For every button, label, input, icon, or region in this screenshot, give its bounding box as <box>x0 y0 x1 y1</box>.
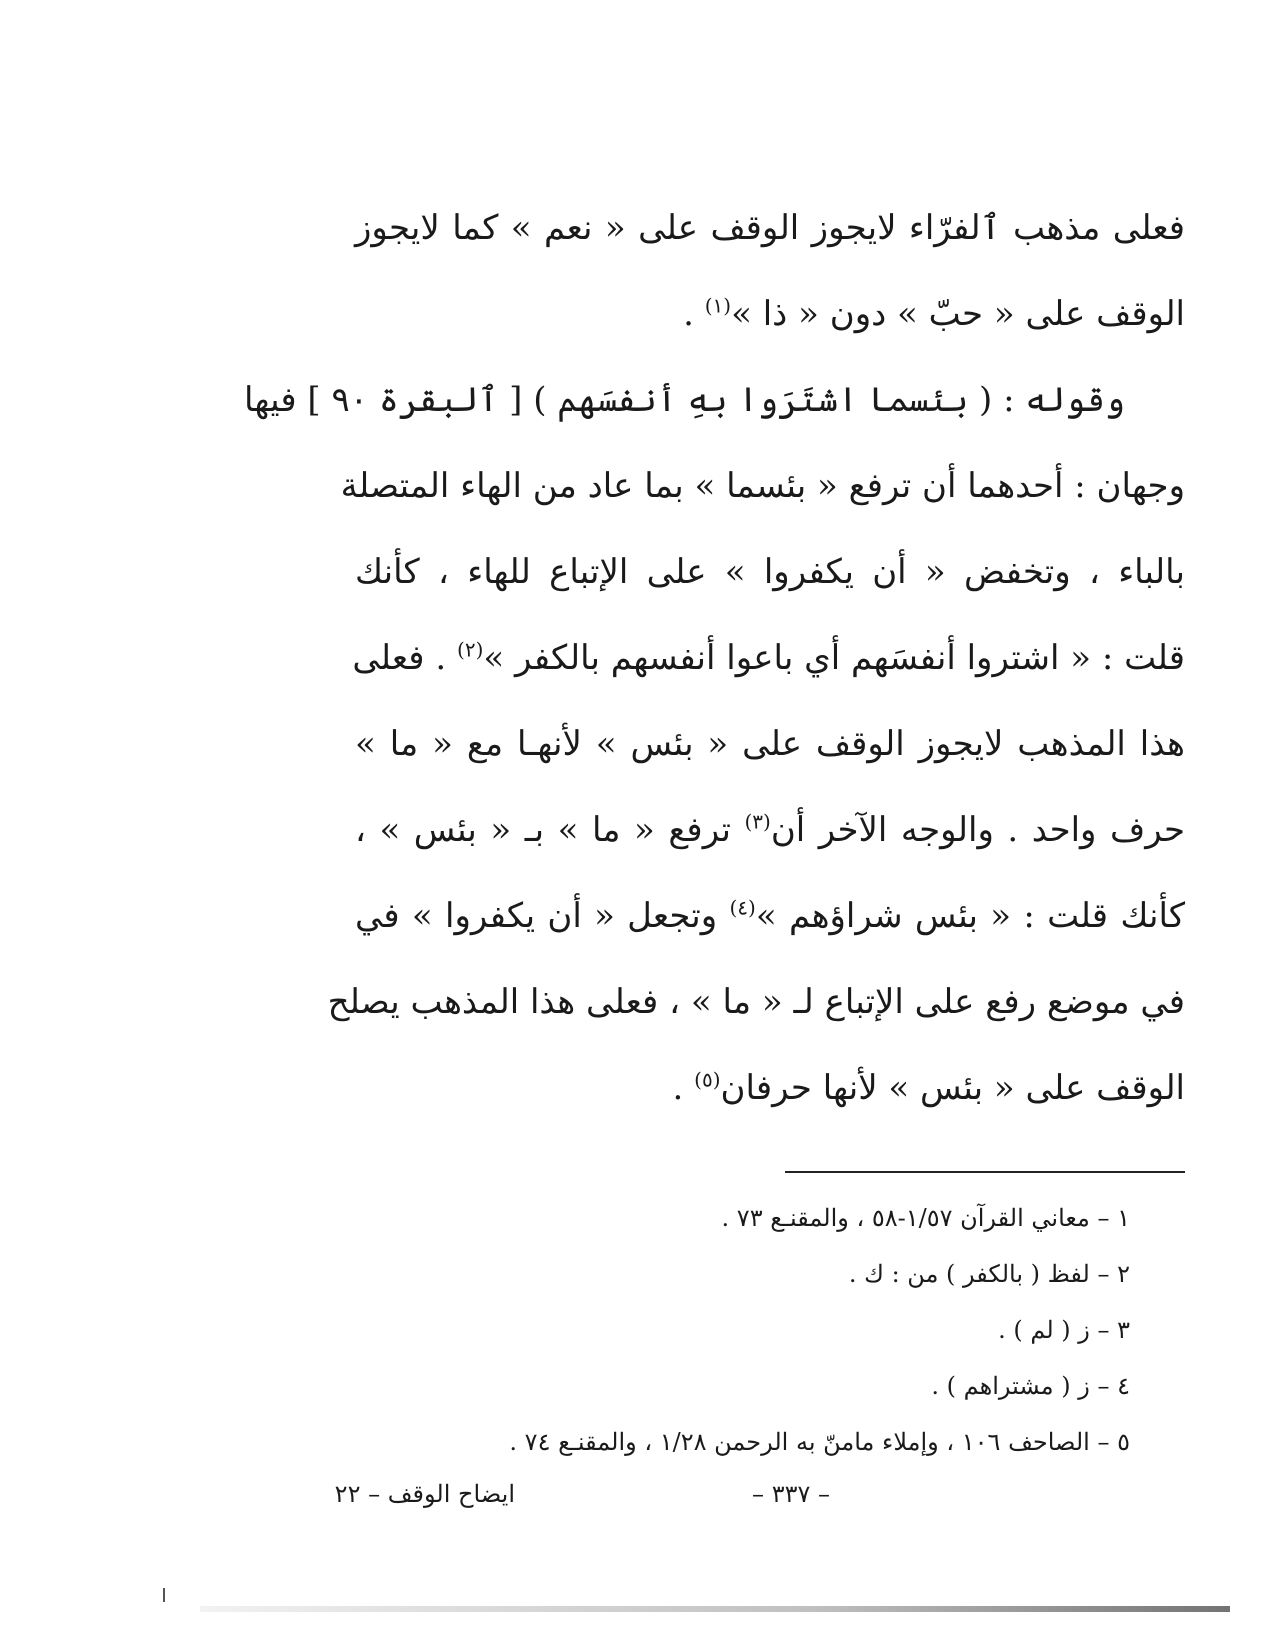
text-line-2 <box>355 271 1185 357</box>
footnote-marker-3: (٣) <box>744 809 771 834</box>
running-title: ايضاح الوقف – ٢٢ <box>334 1480 515 1508</box>
text-line-8 <box>355 787 1185 873</box>
footnote-5: ٥ – الصاحف ١٠٦ ، وإملاء مامنّ به الرحمن ١/٢٨ ، والمقنـع ٧٤ . <box>509 1428 1130 1456</box>
scan-artifact-edge <box>200 1606 1230 1612</box>
text-line-4: وجهان : أحدهما أن ترفع « بئسما » بما عاد من الهاء المتصلة <box>340 466 1185 506</box>
text-line-5: بالباء ، وتخفض « أن يكفروا » على الإتباع للهاء ، كأنك <box>355 552 1185 592</box>
text-line-11-content: الوقف على « بئس » لأنها حرفان <box>720 1068 1185 1108</box>
text-line-7: هذا المذهب لايجوز الوقف على « بئس » لأنهـا مع « ما » <box>355 724 1185 764</box>
text-line-11 <box>355 1045 1185 1131</box>
text-line-6 <box>352 615 1185 701</box>
text-line-9-rest: وتجعل « أن يكفروا » في <box>355 896 718 936</box>
footnote-2: ٢ – لفظ ( بالكفر ) من : ك . <box>848 1260 1130 1288</box>
page-number: – ٣٣٧ – <box>752 1480 830 1508</box>
scan-artifact-tick <box>163 1588 165 1602</box>
text-line-8-content: حرف واحد . والوجه الآخر أن <box>770 810 1185 850</box>
text-line-6-end: . فعلى <box>352 638 447 678</box>
footnote-3: ٣ – ز ( لم ) . <box>998 1316 1130 1344</box>
footnotes <box>355 1190 1130 1470</box>
footnote-marker-4: (٤) <box>729 895 756 920</box>
footnote-marker-5: (٥) <box>694 1067 721 1092</box>
text-line-2-content: الوقف على « حبّ » دون « ذا » <box>731 294 1185 334</box>
footnote-4: ٤ – ز ( مشتراهم ) . <box>931 1372 1130 1400</box>
footnote-separator <box>785 1171 1185 1173</box>
text-line-1: فعلى مذهب ٱلفرّاء لايجوز الوقف على « نعم » كما لايجوز <box>355 208 1185 248</box>
text-line-10: في موضع رفع على الإتباع لـ « ما » ، فعلى هذا المذهب يصلح <box>327 982 1185 1022</box>
page-footer <box>334 1480 1180 1520</box>
text-line-8-rest: ترفع « ما » بـ « بئس » ، <box>355 810 731 850</box>
text-line-11-end: . <box>672 1068 684 1108</box>
text-line-9-content: كأنك قلت : « بئس شراؤهم » <box>755 896 1185 936</box>
text-line-3: وقوله : ( بئسما اشتَرَوا بهِ أنفسَهم ) [ ٱلبقرة ٩٠ ] فيها <box>244 380 1125 420</box>
footnote-1: ١ – معاني القرآن ١/٥٧-٥٨ ، والمقنـع ٧٣ . <box>721 1204 1130 1232</box>
footnote-marker-1: (١) <box>704 293 732 318</box>
text-line-2-end: . <box>683 294 694 334</box>
text-line-9 <box>355 873 1185 959</box>
text-line-6-content: قلت : « اشتروا أنفسَهم أي باعوا أنفسهم بالكفر » <box>483 638 1185 678</box>
main-text <box>244 185 1185 1131</box>
footnote-marker-2: (٢) <box>457 637 484 662</box>
